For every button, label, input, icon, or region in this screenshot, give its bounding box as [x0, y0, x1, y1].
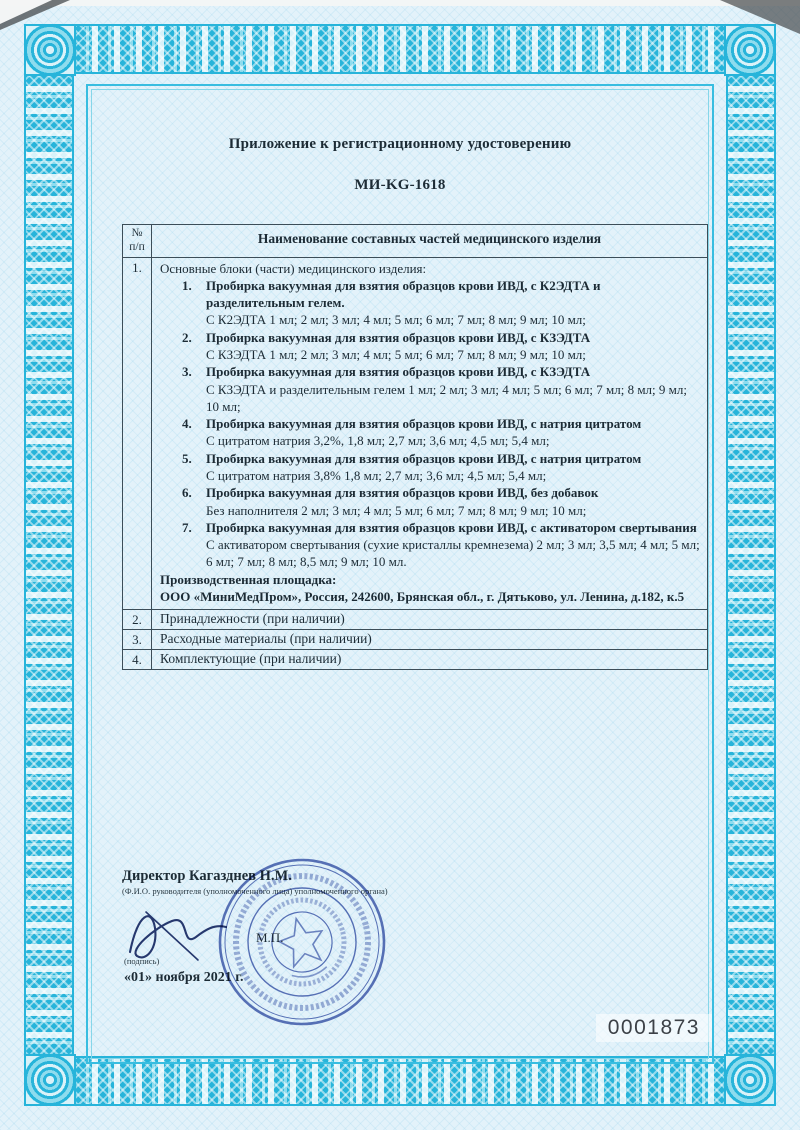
fio-caption: (Ф.И.О. руководителя (уполномоченного лица) уполномоченного органа): [122, 886, 388, 896]
scan-edge: [0, 0, 800, 6]
round-stamp: [214, 854, 390, 1030]
list-item: [160, 519, 701, 571]
row-label: Комплектующие (при наличии): [152, 650, 708, 670]
item-description: С цитратом натрия 3,2%, 1,8 мл; 2,7 мл; 3,6 мл; 4,5 мл; 5,4 мл;: [206, 433, 550, 449]
guilloche-border-top: [76, 24, 724, 74]
components-table: [122, 224, 708, 670]
list-item: [160, 329, 701, 364]
item-title: Пробирка вакуумная для взятия образцов крови ИВД, с натрия цитратом: [206, 416, 642, 432]
guilloche-border-left: [24, 76, 74, 1054]
item-title: Пробирка вакуумная для взятия образцов крови ИВД, с КЗЭДТА: [206, 329, 591, 345]
item-description: С активатором свертывания (сухие кристаллы кремнезема) 2 мл; 3 мл; 3,5 мл; 4 мл; 5 мл; 6 мл; 7 мл; 8 мл; 8,5 мл; 9 мл; 10 мл.: [206, 537, 700, 570]
item-number: 1.: [182, 277, 192, 293]
item-number: 5.: [182, 450, 192, 466]
list-item: [160, 363, 701, 415]
item-description: С цитратом натрия 3,8% 1,8 мл; 2,7 мл; 3,6 мл; 4,5 мл; 5,4 мл;: [206, 467, 547, 483]
scan-shadow-top-right: [720, 0, 800, 34]
item-title: Пробирка вакуумная для взятия образцов крови ИВД, с натрия цитратом: [206, 450, 642, 466]
page-fold-top-left: [0, 0, 52, 24]
item-number: 4.: [182, 416, 192, 432]
table-header-row: [123, 225, 708, 258]
row1-intro: Основные блоки (части) медицинского изделия:: [160, 260, 427, 276]
item-description: С К2ЭДТА 1 мл; 2 мл; 3 мл; 4 мл; 5 мл; 6 мл; 7 мл; 8 мл; 9 мл; 10 мл;: [206, 312, 586, 328]
item-description: С КЗЭДТА 1 мл; 2 мл; 3 мл; 4 мл; 5 мл; 6 мл; 7 мл; 8 мл; 9 мл; 10 мл;: [206, 347, 586, 362]
table-row: [123, 650, 708, 670]
list-item: [160, 484, 701, 519]
row-number: 4.: [123, 650, 152, 670]
director-name: Директор Кагазднев Н.М.: [122, 868, 292, 884]
item-description: С КЗЭДТА и разделительным гелем 1 мл; 2 мл; 3 мл; 4 мл; 5 мл; 6 мл; 7 мл; 8 мл; 9 мл; 10 мл;: [206, 381, 687, 414]
signature-caption: (подпись): [124, 956, 160, 966]
header-number-cell: [123, 225, 152, 258]
item-number: 6.: [182, 485, 192, 501]
certificate-number: МИ-KG-1618: [354, 177, 446, 193]
item-number: 2.: [182, 329, 192, 345]
item-number: 7.: [182, 519, 192, 535]
border-rosette-top-left: [24, 24, 76, 76]
stamp-place-label: М.П.: [256, 930, 284, 945]
item-title: Пробирка вакуумная для взятия образцов крови ИВД, с КЗЭДТА: [206, 364, 591, 380]
list-item: [160, 277, 701, 329]
row1-body: [152, 257, 708, 610]
table-row: [123, 610, 708, 630]
row-label: Расходные материалы (при наличии): [152, 630, 708, 650]
row1-number: 1.: [123, 257, 152, 610]
row-number: 3.: [123, 630, 152, 650]
guilloche-border-right: [726, 76, 776, 1054]
table-row-main: [123, 257, 708, 610]
item-number: 3.: [182, 364, 192, 380]
border-rosette-bottom-left: [24, 1054, 76, 1106]
serial-number: 0001873: [596, 1014, 712, 1042]
header-name-cell: Наименование составных частей медицинского изделия: [152, 225, 708, 258]
item-title: Пробирка вакуумная для взятия образцов крови ИВД, с К2ЭДТА и разделительным гелем.: [206, 277, 601, 311]
row-number: 2.: [123, 610, 152, 630]
row-label: Принадлежности (при наличии): [152, 610, 708, 630]
item-title: Пробирка вакуумная для взятия образцов крови ИВД, без добавок: [206, 485, 599, 501]
document-title: Приложение к регистрационному удостоверению: [228, 136, 572, 152]
border-rosette-bottom-right: [724, 1054, 776, 1106]
list-item: [160, 415, 701, 450]
table-row: [123, 630, 708, 650]
list-item: [160, 450, 701, 485]
item-description: Без наполнителя 2 мл; 3 мл; 4 мл; 5 мл; 6 мл; 7 мл; 8 мл; 9 мл; 10 мл;: [206, 502, 587, 518]
production-site-value: ООО «МиниМедПром», Россия, 242600, Брянская обл., г. Дятьково, ул. Ленина, д.182, к.5: [160, 588, 685, 604]
item-title: Пробирка вакуумная для взятия образцов крови ИВД, с активатором свертывания: [206, 519, 697, 535]
header-number-top: №: [131, 227, 143, 239]
header-number-bottom: п/п: [129, 240, 145, 253]
production-site-label: Производственная площадка:: [160, 571, 337, 587]
document-date: «01» ноября 2021 г.: [124, 970, 244, 985]
